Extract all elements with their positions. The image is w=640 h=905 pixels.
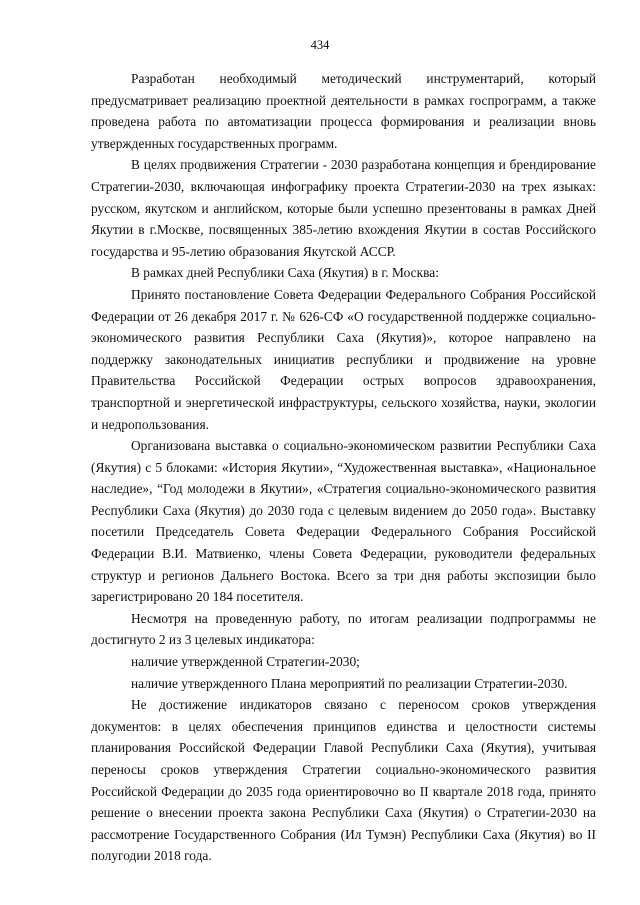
paragraph-strategy-branding: В целях продвижения Стратегии - 2030 разработана концепция и брендирование Стратегии-2030, включающая инфографику проекта Стратегии-2030 на трех языках: русском, якутском и английском, которые были успешно презентованы в рамках Дней Якутии в г.Москве, посвященных 385-летию вхождения Якутии в состав Российского государства и 95-летию образования Якутской АССР. xyxy=(91,157,596,259)
paragraph-days-intro: В рамках дней Республики Саха (Якутия) в г. Москва: xyxy=(131,265,439,281)
paragraph-indicator-action-plan: наличие утвержденного Плана мероприятий по реализации Стратегии-2030. xyxy=(131,675,568,691)
page-number: 434 xyxy=(310,38,330,52)
paragraph-methodology: Разработан необходимый методический инструментарий, который предусматривает реализацию проектной деятельности в рамках госпрограмм, а также проведена работа по автоматизации процесса формирования и реализации вновь утвержденных государственных программ. xyxy=(91,71,596,151)
paragraph-federation-council-resolution: Принято постановление Совета Федерации Федерального Собрания Российской Федерации от 26 декабря 2017 г. № 626-СФ «О государственной поддержке социально-экономического развития Республики Саха (Якутия)», которое направлено на поддержку законодательных инициатив республики и продвижение на уровне Правительства Российской Федерации острых вопросов здравоохранения, транспортной и энергетической инфраструктуры, сельского хозяйства, науки, экологии и недропользования. xyxy=(91,286,596,432)
paragraph-indicator-strategy: наличие утвержденной Стратегии-2030; xyxy=(131,654,360,670)
paragraph-exhibition: Организована выставка о социально-экономическом развитии Республики Саха (Якутия) с 5 блоками: «История Якутии», “Художественная выставка», «Национальное наследие», “Год молодежи в Якутии», «Стратегия социально-экономического развития Республики Саха (Якутия) до 2030 года с целевым видением до 2050 года». Выставку посетили Председатель Совета Федерации Федерального Собрания Российской Федерации В.И. Матвиенко, члены Совета Федерации, руководители федеральных структур и регионов Дальнего Востока. Всего за три дня работы экспозиции было зарегистрировано 20 184 посетителя. xyxy=(91,438,596,605)
paragraph-indicators-not-achieved: Несмотря на проведенную работу, по итогам реализации подпрограммы не достигнуто 2 из 3 целевых индикатора: xyxy=(91,610,596,648)
document-body xyxy=(91,68,596,867)
paragraph-reasons: Не достижение индикаторов связано с переносом сроков утверждения документов: в целях обеспечения принципов единства и целостности системы планирования Российской Федерации Главой Республики Саха (Якутия), учитывая переносы сроков утверждения Стратегии социально-экономического развития Российской Федерации до 2035 года ориентировочно во II квартале 2018 года, принято решение о внесении проекта закона Республики Саха (Якутия) о Стратегии-2030 на рассмотрение Государственного Собрания (Ил Тумэн) Республики Саха (Якутия) во II полугодии 2018 года. xyxy=(91,697,596,864)
